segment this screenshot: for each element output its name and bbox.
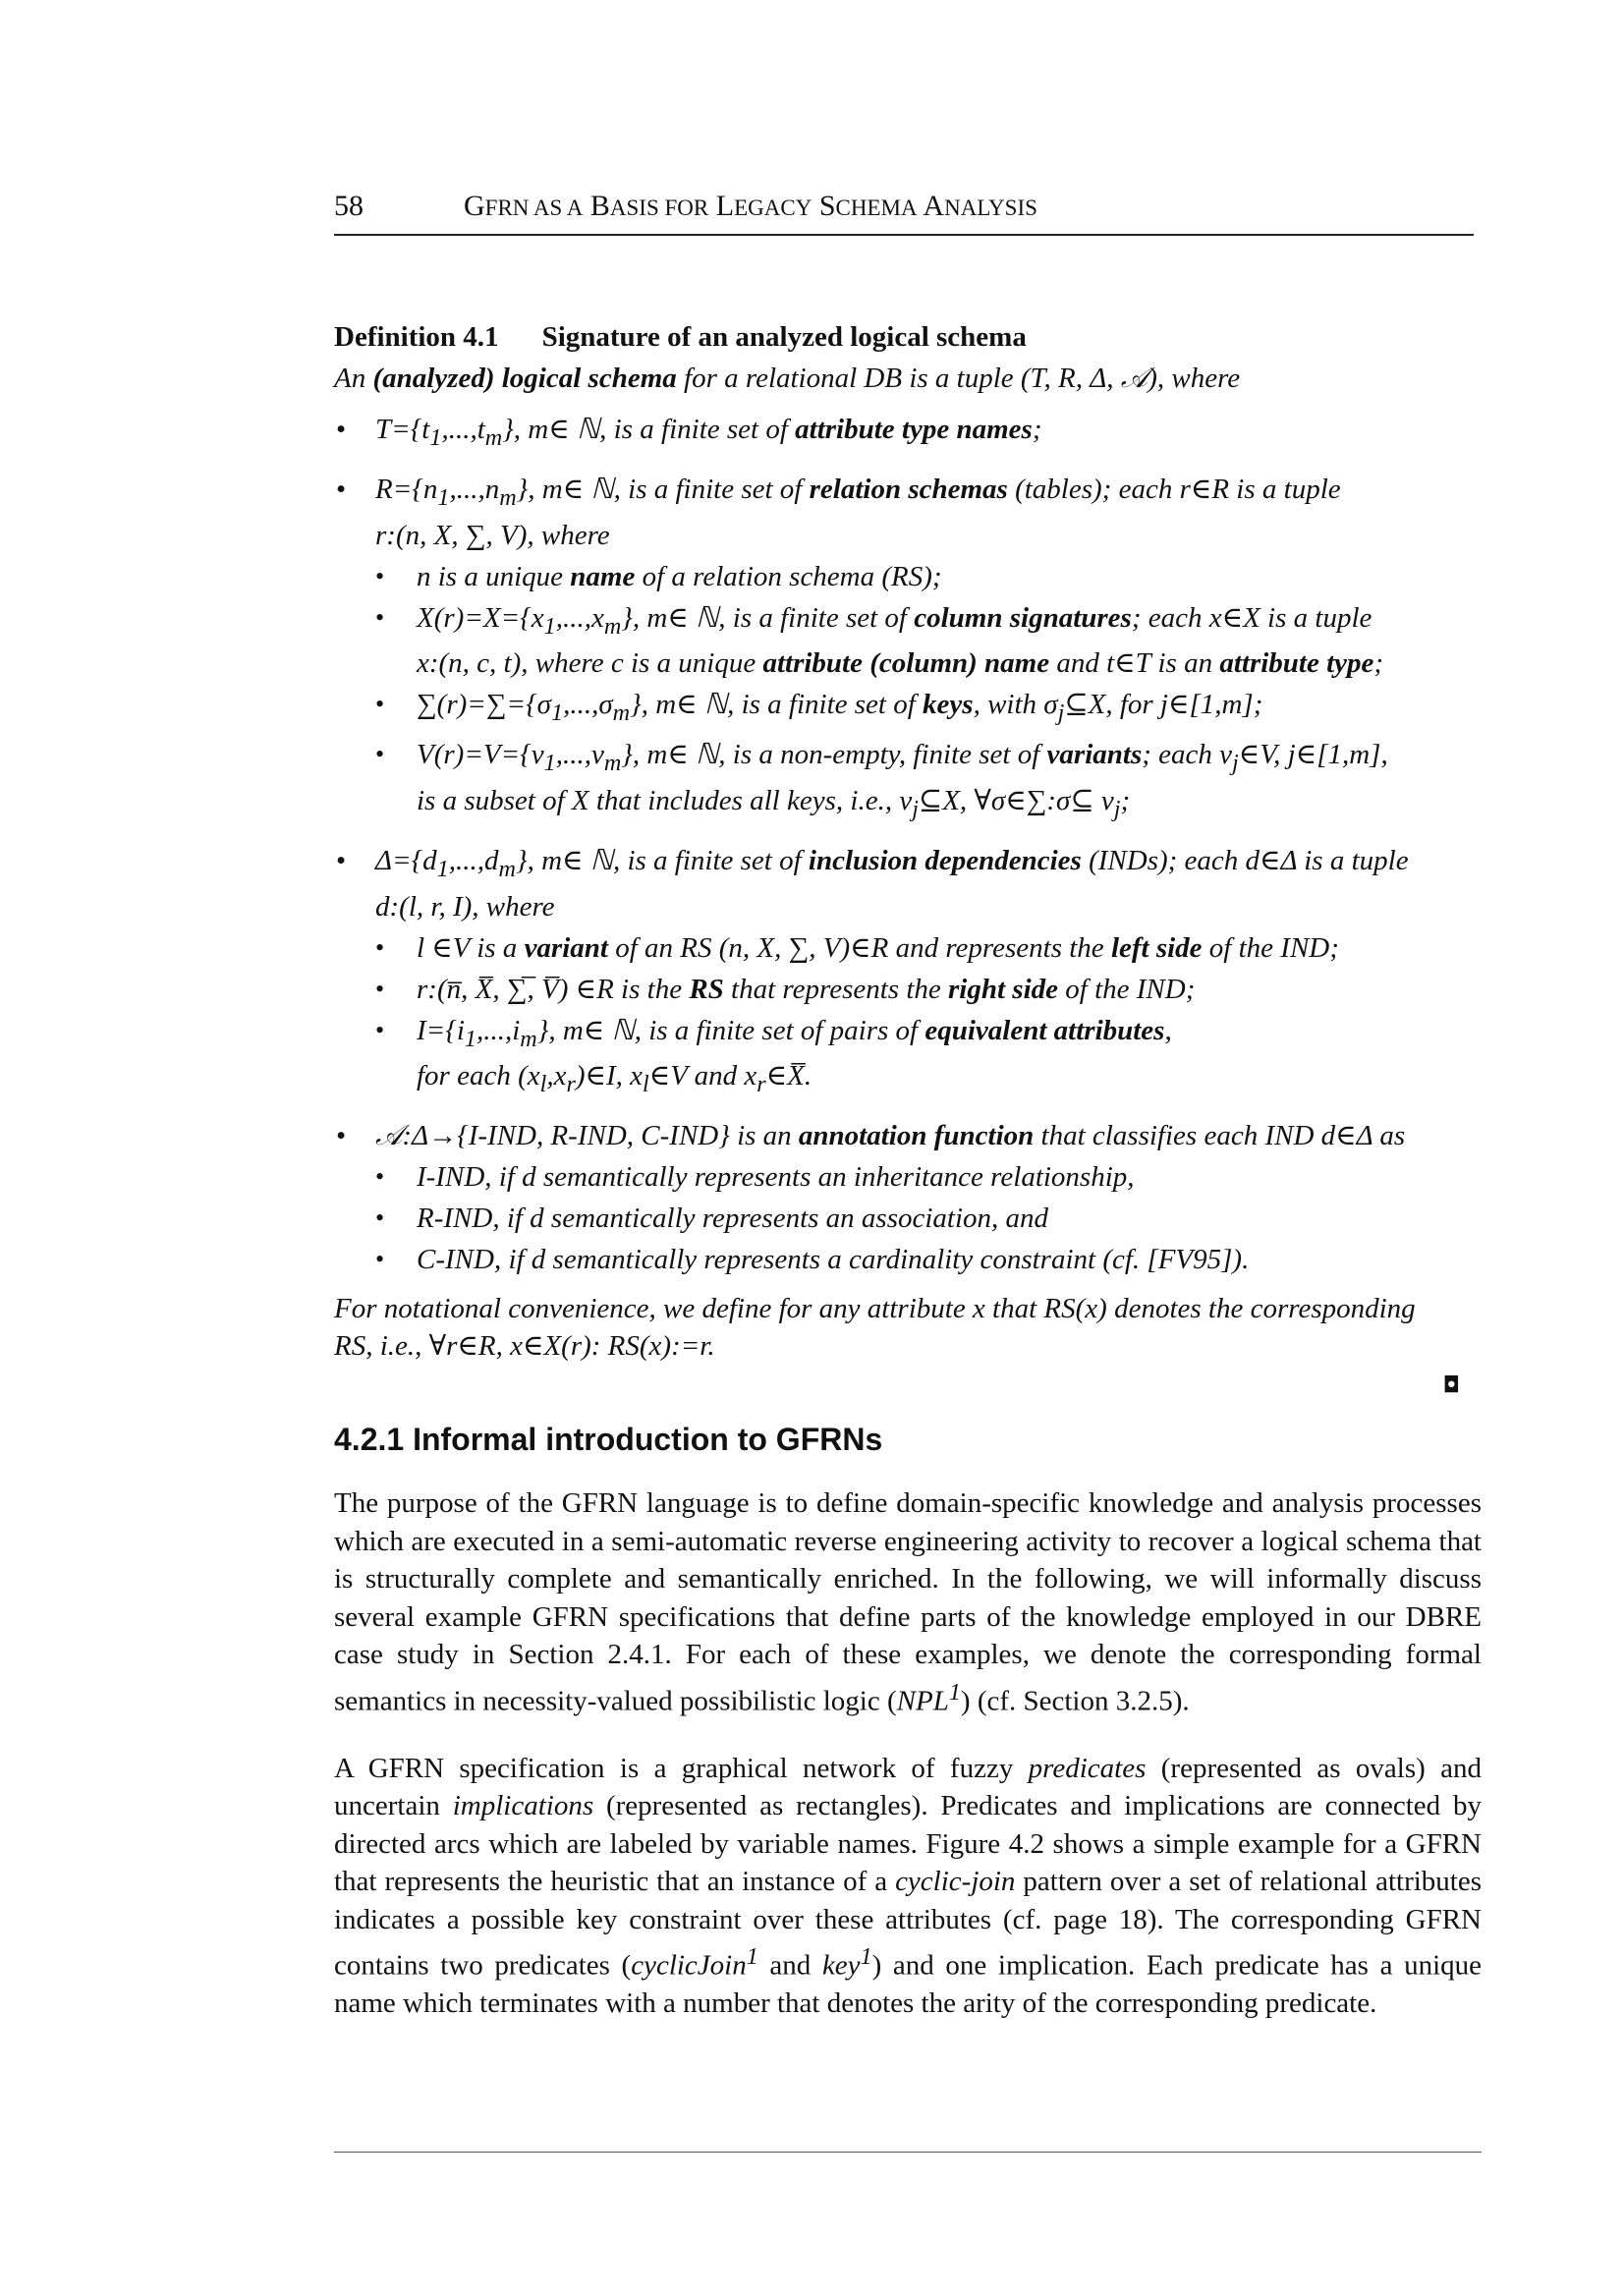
qed-row [334,1365,1482,1398]
list-item: • R-IND, if d semantically represents an association, and [375,1200,1482,1237]
annotation-sublist [375,1158,1482,1278]
notational-note: For notational convenience, we define for any attribute x that RS(x) denotes the corresponding RS, i.e., ∀r∈R, x∈X(r): RS(x):=r. [334,1293,1416,1363]
paragraph-2: A GFRN specification is a graphical network of fuzzy predicates (represented as ovals) and uncertain implications (represented as rectangles). Predicates and implications are connected by directed arcs which are labeled by variable names. Figure 4.2 shows a simple example for a GFRN that represents the heuristic that an instance of a cyclic-join pattern over a set of relational attributes indicates a possible key constraint over these attributes (cf. page 18). The corresponding GFRN contains two predicates (cyclicJoin$^1$ and key$^1$) and one implication. Each predicate has a unique name which terminates with a number that denotes the arity of the corresponding predicate. [334,1752,1483,2020]
list-item-annotation: • 𝒜:Δ→{I-IND, R-IND, C-IND} is an annotation function that classifies each IND d∈Δ as • I-IND, if d semantically represents an inheritance relationship, • R-IND, if d semantically represents an association, and • C-IND, if d semantically represents a cardinality constraint (cf. [FV95]). [334,1117,1482,1278]
definition-intro: An (analyzed) logical schema for a relational DB is a tuple (T, R, Δ, 𝒜), where [334,363,1241,394]
list-item: • I-IND, if d semantically represents an inheritance relationship, [375,1158,1482,1196]
section-title: 4.2.1 Informal introduction to GFRNs [334,1422,883,1458]
list-item-delta: • $\Delta=\{d_1,...,d_m\}$, m∈ ℕ, is a finite set of inclusion dependencies (INDs); each d∈Δ is a tuple d:(l, r, I), where • l ∈V is a variant of an RS (n, X, ∑, V)∈R and represents the left side of the IND; • r:(n̅, X̅, ∑̅, V̅) ∈R is the RS that represents the right side of the IND; • $I=\{i_1,...,i_m\}$, m∈ ℕ, is a finite set of pairs of equivalent attributes, for each $(x_l,x_r)\in I$, $x_l\in V$ and $x_r\in X̅$. [334,842,1482,1103]
definition-label: Definition 4.1 [334,321,499,353]
list-item: • l ∈V is a variant of an RS (n, X, ∑, V)∈R and represents the left side of the IND; [375,929,1482,967]
definition-body [334,360,1482,1398]
footer-rule [334,2152,1482,2153]
list-item: • C-IND, if d semantically represents a cardinality constraint (cf. [FV95]). [375,1241,1482,1278]
page-number: 58 [334,190,364,222]
definition-list [334,411,1482,1278]
list-item-r: • $R=\{n_1,...,n_m\}$, m∈ ℕ, is a finite set of relation schemas (tables); each r∈R is a tuple r:(n, X, ∑, V), where • n is a unique name of a relation schema (RS); • $X(r)=X=\{x_1,...,x_m\}$, m∈ ℕ, is a finite set of column signatures; each x∈X is a tuple x:(n, c, t), where c is a unique attribute (column) name and t∈T is an attribute type; • $\sum(r)=\sum=\{\sigma_1,...,\sigma_m\}$, m∈ ℕ, is a finite set of keys, with $\sigma_j⊆X$, for j∈[1,m]; • $V(r)=V=\{v_1,...,v_m\}$, m∈ ℕ, is a non-empty, finite set of variants; each $v_j\in V$, j∈[1,m], is a subset of X that includes all keys, i.e., $v_j⊆X$, ∀σ∈∑:σ⊆ $v_j$; [334,471,1482,828]
definition-heading [334,318,1482,356]
page-content [334,318,1482,2052]
qed-icon: ◘ [1442,1373,1460,1399]
list-item: • $V(r)=V=\{v_1,...,v_m\}$, m∈ ℕ, is a non-empty, finite set of variants; each $v_j\in V$, j∈[1,m], is a subset of X that includes all keys, i.e., $v_j⊆X$, ∀σ∈∑:σ⊆ $v_j$; [375,736,1482,828]
list-item-t: • $T=\{t_1,...,t_m\}$, m∈ ℕ, is a finite set of attribute type names; [334,411,1482,457]
running-header [334,183,1474,236]
list-item: • $I=\{i_1,...,i_m\}$, m∈ ℕ, is a finite set of pairs of equivalent attributes, for each $(x_l,x_r)\in I$, $x_l\in V$ and $x_r\in X̅$. [375,1012,1482,1104]
list-item: • r:(n̅, X̅, ∑̅, V̅) ∈R is the RS that represents the right side of the IND; [375,971,1482,1008]
list-item: • n is a unique name of a relation schema (RS); [375,558,1482,595]
definition-title: Signature of an analyzed logical schema [541,321,1027,353]
running-title: GFRN AS A BASIS FOR LEGACY SCHEMA ANALYSIS [464,190,1037,222]
paragraph-1: The purpose of the GFRN language is to define domain-specific knowledge and analysis processes which are executed in a semi-automatic reverse engineering activity to recover a logical schema that is structurally complete and semantically enriched. In the following, we will informally discuss several example GFRN specifications that define parts of the knowledge employed in our DBRE case study in Section 2.4.1. For each of these examples, we denote the corresponding formal semantics in necessity-valued possibilistic logic (NPL$^1$) (cf. Section 3.2.5). [334,1487,1482,1717]
ind-sublist [375,929,1482,1104]
list-item: • $X(r)=X=\{x_1,...,x_m\}$, m∈ ℕ, is a finite set of column signatures; each x∈X is a tuple x:(n, c, t), where c is a unique attribute (column) name and t∈T is an attribute type; [375,599,1482,683]
relation-schema-sublist [375,558,1482,828]
list-item: • $\sum(r)=\sum=\{\sigma_1,...,\sigma_m\}$, m∈ ℕ, is a finite set of keys, with $\sigma_j⊆X$, for j∈[1,m]; [375,686,1482,732]
